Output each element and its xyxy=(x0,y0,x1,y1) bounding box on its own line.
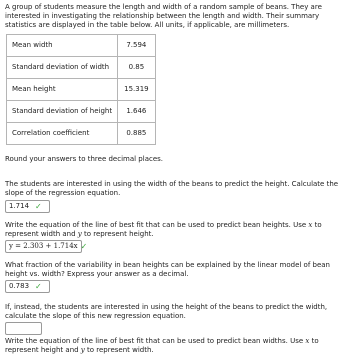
stat-value: 0.85 xyxy=(118,57,156,79)
round-instruction: Round your answers to three decimal places. xyxy=(5,155,164,163)
question-3-text: What fraction of the variability in bean heights can be explained by the linear model of bean height vs. width? Express your answer as a decimal. xyxy=(5,261,330,278)
variability-answer-field[interactable] xyxy=(5,280,50,293)
intro-text: A group of students measure the length and width of a random sample of beans. They are interested in investigating the relationship between the length and width. Their summary statistics are displayed in the table below. All units, if applicable, are millimeters. xyxy=(5,3,322,29)
check-icon: ✓ xyxy=(35,282,42,291)
table-row xyxy=(7,57,156,79)
check-icon: ✓ xyxy=(35,202,42,211)
stat-value: 7.594 xyxy=(118,35,156,57)
answer-value: 1.714 xyxy=(9,202,30,210)
question-5-text: Write the equation of the line of best fit that can be used to predict bean widths. Use x to represent height and y to represent width. xyxy=(5,337,319,354)
question-4-text: If, instead, the students are interested in using the height of the beans to predict the width, calculate the slope of this new regression equation. xyxy=(5,303,328,320)
stat-value: 1.646 xyxy=(118,101,156,123)
stat-label: Mean height xyxy=(7,79,118,101)
answer-value: 0.783 xyxy=(9,282,30,290)
new-slope-answer-field[interactable] xyxy=(5,322,42,335)
stat-value: 15.319 xyxy=(118,79,156,101)
table-row xyxy=(7,35,156,57)
answer-value: y = 2.303 + 1.714x xyxy=(9,242,78,250)
table-row xyxy=(7,79,156,101)
table-row xyxy=(7,123,156,145)
stat-label: Standard deviation of height xyxy=(7,101,118,123)
slope-answer-field[interactable] xyxy=(5,200,50,213)
stat-value: 0.885 xyxy=(118,123,156,145)
table-row xyxy=(7,101,156,123)
stat-label: Mean width xyxy=(7,35,118,57)
equation-answer-field[interactable] xyxy=(5,240,88,253)
check-icon: ✓ xyxy=(80,242,88,251)
question-2-text: Write the equation of the line of best fit that can be used to predict bean heights. Use x to represent width and y to represent height. xyxy=(5,221,322,238)
stat-label: Correlation coefficient xyxy=(7,123,118,145)
summary-stats-table xyxy=(6,34,156,145)
question-1-text: The students are interested in using the width of the beans to predict the height. Calculate the slope of the regression equation. xyxy=(5,180,339,197)
stat-label: Standard deviation of width xyxy=(7,57,118,79)
